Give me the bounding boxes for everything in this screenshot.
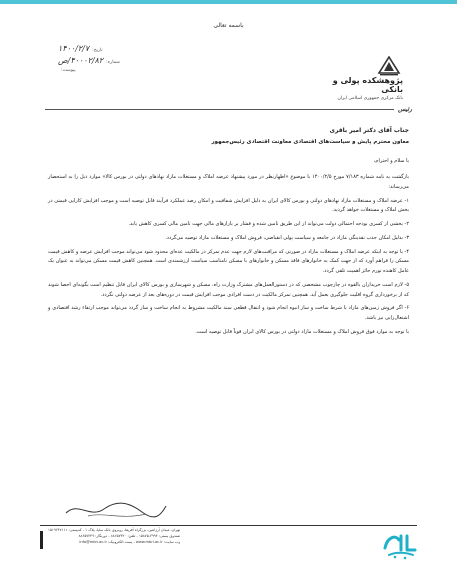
meta-date-label: تاریخ: (92, 48, 103, 53)
organization-name: پژوهشکده پولی و بانکی (332, 76, 403, 94)
footer-divider (40, 525, 417, 526)
footer-phone: صندوق پستی: ۴۹۹۴-۱۵۸۷۵ - تلفن: ۸۸۶۵۷۴۳۰ - دورنگار: ۸۸۶۵۷۴۴۹ (78, 533, 180, 538)
intro-paragraph: بازگشت به نامه شماره ۷/۱۸۳ مورخ ۱۴۰۰/۲/۵ با موضوع «اظهارنظر در مورد پیشنهاد عرضه املاک و مستغلات مازاد نهادهای دولتی در بورس کالا» موارد ذیل را به استحضار می‌رساند: (48, 174, 409, 190)
organization-logo-icon (377, 56, 401, 76)
raees-header (45, 104, 412, 114)
meta-attachment (58, 68, 148, 80)
list-item: ۶- اگر فروش زمین‌های مازاد با شرط ساخت و ساز انبوه انجام شود و انتقال قطعی سند مالکیت مشروط به انجام ساخت و ساز گردد می‌تواند موجب ارتقاء رشد اقتصادی و اشتغال‌زایی نیز باشد. (48, 305, 409, 322)
signature-icon (60, 497, 170, 523)
meta-number-label: شماره: (106, 60, 120, 65)
organization-name-block (313, 76, 403, 101)
list-item: ۵- لازم است خریداران بالقوه در چارچوب مشخصی که در دستورالعمل‌های مشترک وزارت راه، مسکن و شهرسازی و بورس کالای ایران قابل تنظیم است بگونه‌ای احصا شوند که از برخورداری گروه اقلیت جلوگیری بعمل آید. همچنین تمرکز مالکیت در دست افرادی موجب افزایش قیمت در دوره‌های بعد از عرضه دولتی نگردد. (48, 281, 409, 298)
top-accent-bar (0, 0, 457, 4)
list-item: ۲- بخشی از کسری بودجه احتمالی دولت می‌تواند از این طریق تامین شده و فشار بر بازارهای مالی جهت تامین مالی کسری کاهش یابد. (128, 221, 409, 228)
letter-meta (58, 44, 148, 80)
recipient-title: معاون محترم پایش و سیاست‌های اقتصادی معاونت اقتصادی رئیس‌جمهور (211, 138, 409, 145)
raees-label: رئیس (397, 105, 412, 113)
recipient-name: جناب آقای دکتر امیر باقری (329, 127, 409, 134)
meta-number-value: ۴۰۰۰۲/۸۲/ص (58, 56, 104, 65)
meta-number (58, 56, 148, 68)
list-item: ۳- بدلیل امکان جذب نقدینگی مازاد در جامعه و سیاست پولی انقباضی، فروش املاک و مستغلات مازاد توصیه می‌گردد. (165, 234, 409, 241)
raees-divider (45, 109, 394, 110)
letter-body (48, 125, 409, 338)
list-item: ۱- عرضه املاک و مستغلات مازاد نهادهای دولتی و بورس کالای ایران به دلیل افزایش شفافیت و امکان رصد عملکرد فرآیند قابل توصیه است و موجب افزایش کارایی قیمتی در بخش املاک و مستغلات خواهد گردید. (48, 197, 409, 214)
salutation: با سلام و احترام، (373, 158, 409, 165)
meta-date-value: ۱۴۰۰/۲/۷ (58, 44, 90, 53)
bismillah-heading: باسمه تعالی (213, 22, 244, 29)
closing-paragraph: با توجه به موارد فوق فروش املاک و مستغلات مازاد دولتی در بورس کالای ایران قویاً قابل توصیه است. (195, 328, 409, 335)
list-item: ۴- با توجه به اینکه عرضه املاک و مستغلات مازاد در صورتی که مراقبت‌های لازم جهت عدم تمرکز در مالکیت عده‌ای محدود شود می‌تواند موجب افزایش عرضه و کاهش قیمت مسکن را فراهم آورد که از جهت کمک به خانوارهای فاقد مسکن و خانوارهای با مسکن نامناسب سیاست ارزشمندی است. همچنین کاهش قیمت مسکن می‌تواند به عنوان یک عامل کاهنده تورم حائز اهمیت تلقی گردد. (48, 248, 409, 275)
footer-address: تهران، میدان آرژانتین، بزرگراه آفریقا، روبروی بانک ساپا، پلاک ۱ - کدپستی: ۱۵۱۹۶۴۷۱۱۱ (48, 528, 180, 532)
letter-footer (40, 528, 180, 545)
meta-attachment-label: پیوست: (61, 68, 76, 73)
footer-web: وب سایت: www.mbri.ac.ir - پست الکترونیک: info@mbri.ac.ir (79, 539, 180, 544)
organization-subtitle: بانک مرکزی جمهوری اسلامی ایران (337, 96, 403, 101)
brand-logo-icon (381, 528, 421, 560)
meta-date (58, 44, 148, 56)
